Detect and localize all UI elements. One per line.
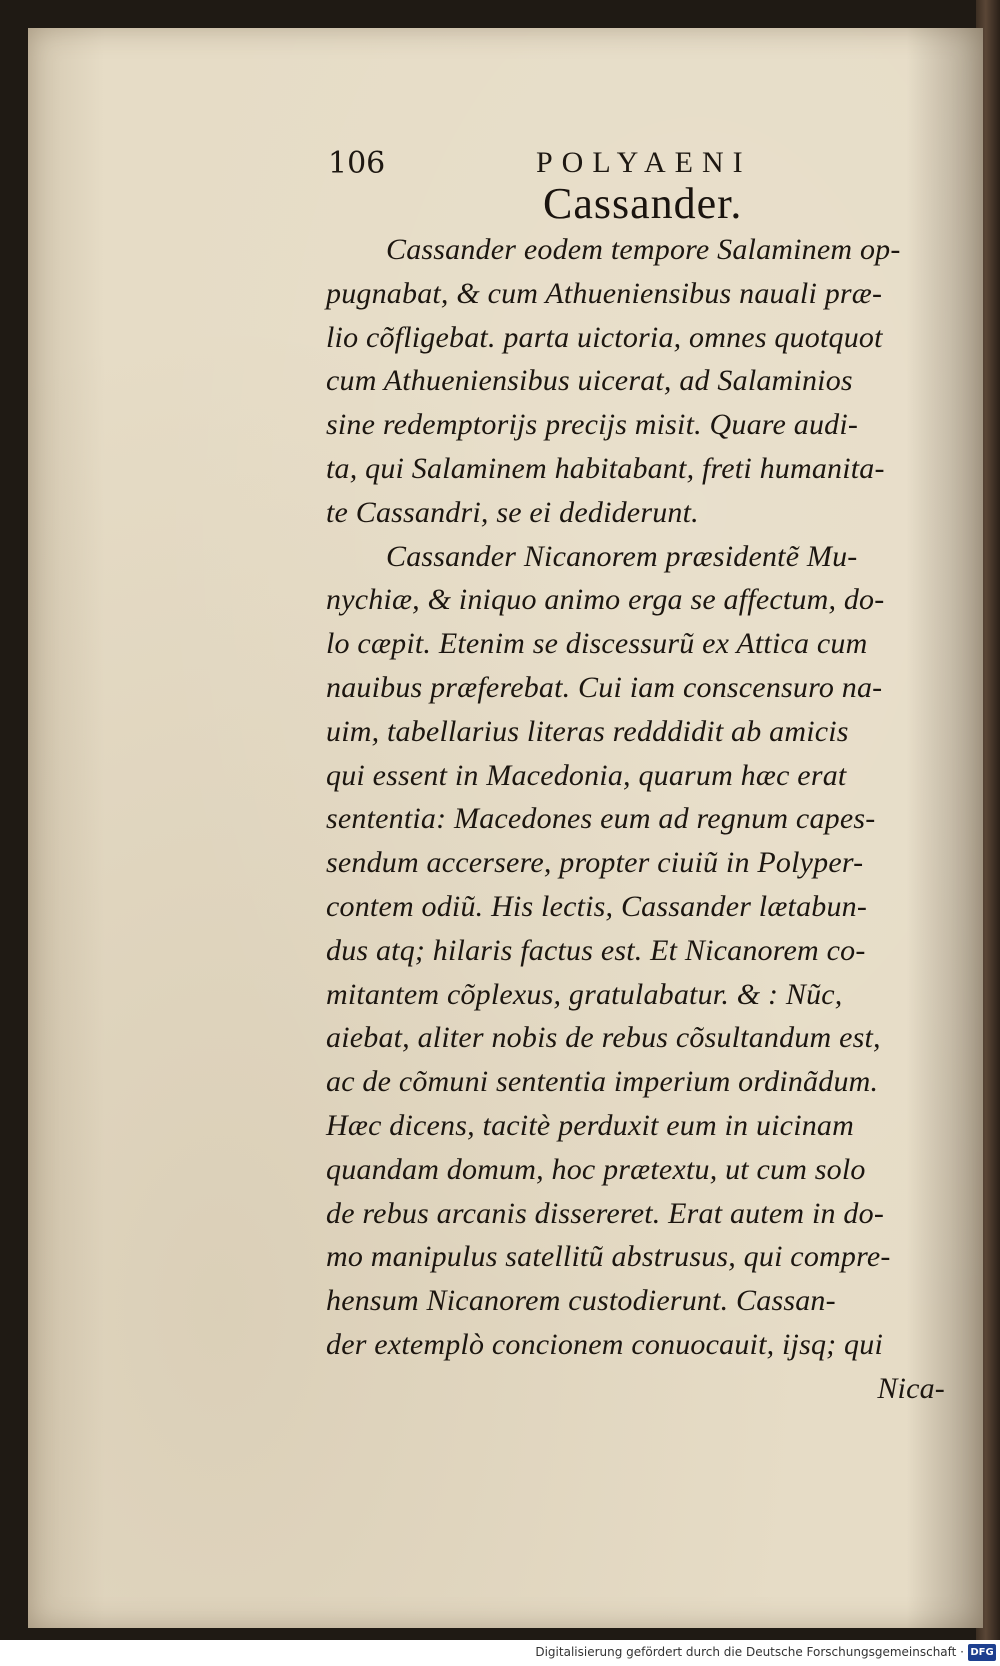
text-line: ta, qui Salaminem habitabant, freti humanita- [326,451,885,485]
section-title: Cassander. [543,179,743,228]
running-head: POLYAENI [536,146,752,179]
catchword: Nica- [877,1371,945,1405]
text-line: qui essent in Macedonia, quarum hæc erat [326,758,847,792]
text-line: lio cõfligebat. parta uictoria, omnes quotquot [326,320,883,354]
text-line: nauibus præferebat. Cui iam conscensuro na- [326,670,883,704]
funding-notice: Digitalisierung gefördert durch die Deutsche Forschungsgemeinschaft · [535,1645,964,1659]
text-line: mo manipulus satellitũ abstrusus, qui compre- [326,1240,891,1274]
book-page [28,28,983,1628]
text-line: quandam domum, hoc prætextu, ut cum solo [326,1152,866,1186]
text-line: sine redemptorijs precijs misit. Quare audi- [326,408,859,442]
text-line: pugnabat, & cum Athueniensibus nauali præ- [326,276,883,310]
text-line: aiebat, aliter nobis de rebus cõsultandum est, [326,1021,881,1055]
footer-bar [0,1640,1000,1666]
text-line: sententia: Macedones eum ad regnum capes- [326,802,876,836]
text-line: contem odiũ. His lectis, Cassander lætabun- [326,889,868,923]
text-line: dus atq; hilaris factus est. Et Nicanorem co- [326,933,866,967]
text-line: Cassander eodem tempore Salaminem op- [386,233,901,266]
text-line: Cassander Nicanorem præsidentẽ Mu- [386,539,858,573]
dfg-logo: DFG [968,1644,996,1661]
text-line: te Cassandri, se ei dediderunt. [326,495,699,529]
text-line: de rebus arcanis dissereret. Erat autem in do- [326,1196,885,1230]
text-line: mitantem cõplexus, gratulabatur. & : Nũc, [326,977,843,1011]
text-line: ac de cõmuni sententia imperium ordinãdum. [326,1065,879,1099]
text-line: uim, tabellarius literas redddidit ab amicis [326,714,849,748]
text-line: Hæc dicens, tacitè perduxit eum in uicinam [326,1108,854,1142]
text-line: lo cæpit. Etenim se discessurũ ex Attica cum [326,627,868,661]
body-text [326,228,951,1411]
page-number: 106 [328,146,386,181]
text-line: nychiæ, & iniquo animo erga se affectum, do- [326,583,885,617]
text-line: sendum accersere, propter ciuiũ in Polyper- [326,846,864,880]
text-line: der extemplò concionem conuocauit, ijsq; qui [326,1327,883,1361]
text-line: cum Athueniensibus uicerat, ad Salaminios [326,364,853,398]
text-line: hensum Nicanorem custodierunt. Cassan- [326,1284,836,1318]
